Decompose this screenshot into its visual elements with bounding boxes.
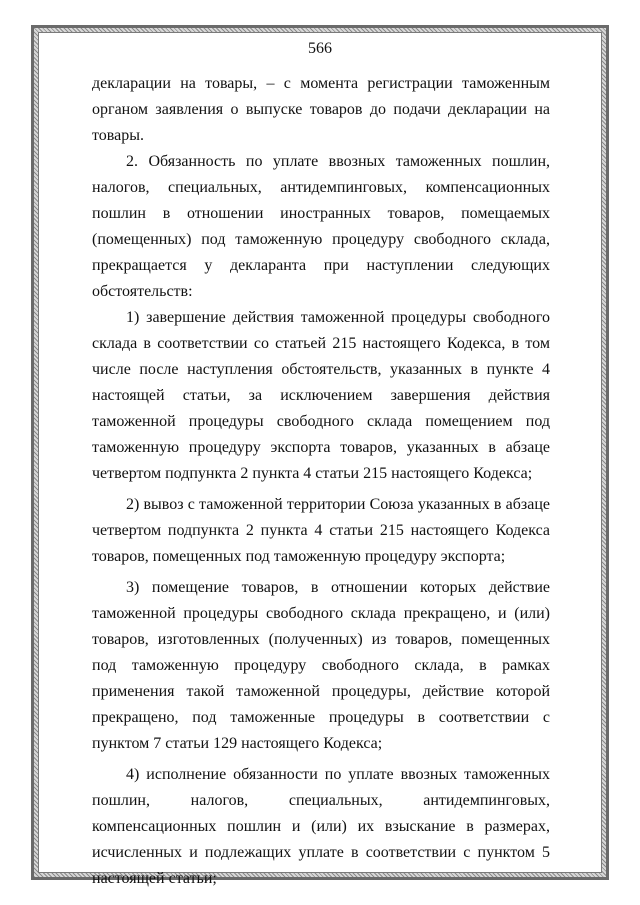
paragraph-subitem-4: 4) исполнение обязанности по уплате ввозных таможенных пошлин, налогов, специальных, антидемпинговых, компенсационных пошлин и (или) их взыскание в размерах, исчисленных и подлежащих уплате в соответствии с пунктом 5 настоящей статьи;: [92, 766, 550, 887]
page-area: [38, 32, 602, 887]
paragraph-continuation: декларации на товары, – с момента регистрации таможенным органом заявления о выпуске товаров до подачи декларации на товары.: [92, 75, 550, 144]
page-border: [31, 25, 609, 887]
page-number: 566: [308, 40, 332, 57]
document-body: [92, 71, 550, 892]
paragraph-subitem-3: 3) помещение товаров, в отношении которых действие таможенной процедуры свободного склада прекращено, и (или) товаров, изготовленных (полученных) из товаров, помещенных под таможенную процедуру свободного склада, в рамках применения такой таможенной процедуры, действие которой прекращено, под таможенные процедуры в соответствии с пунктом 7 статьи 129 настоящего Кодекса;: [92, 579, 550, 752]
paragraph-subitem-1: 1) завершение действия таможенной процедуры свободного склада в соответствии со статьей 215 настоящего Кодекса, в том числе после наступления обстоятельств, указанных в пункте 4 настоящей статьи, за исключением завершения действия таможенной процедуры свободного склада помещением под таможенную процедуру экспорта товаров, указанных в абзаце четвертом подпункта 2 пункта 4 статьи 215 настоящего Кодекса;: [92, 309, 550, 482]
paragraph-subitem-2: 2) вывоз с таможенной территории Союза указанных в абзаце четвертом подпункта 2 пункта 4 статьи 215 настоящего Кодекса товаров, помещенных под таможенную процедуру экспорта;: [92, 496, 550, 565]
paragraph-item-2: 2. Обязанность по уплате ввозных таможенных пошлин, налогов, специальных, антидемпинговых, компенсационных пошлин в отношении иностранных товаров, помещаемых (помещенных) под таможенную процедуру свободного склада, прекращается у декларанта при наступлении следующих обстоятельств:: [92, 153, 550, 300]
